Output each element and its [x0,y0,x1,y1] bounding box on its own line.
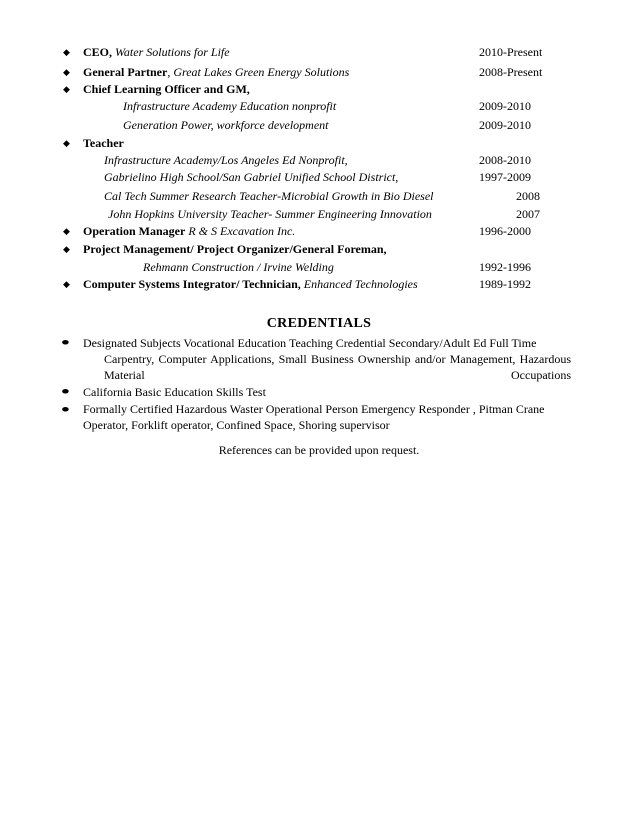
experience-item [0,80,638,98]
organization: , Great Lakes Green Energy Solutions [167,65,350,79]
section-heading-credentials: CREDENTIALS [266,316,372,331]
date-range: 2007 [516,207,540,221]
date-range: 2009-2010 [479,118,531,132]
organization: Gabrielino High School/San Gabriel Unified School District, [104,170,399,184]
diamond-bullet-icon: ◆ [63,47,70,57]
experience-item [0,275,638,293]
diamond-bullet-icon: ◆ [63,226,70,236]
references-note: References can be provided upon request. [218,443,420,457]
organization: Generation Power, workforce development [123,118,329,132]
date-range: 1989-1992 [479,277,531,291]
role: Chief Learning Officer and GM, [83,82,250,96]
date-range: 2008 [516,189,540,203]
experience-subitem [0,258,638,276]
disc-bullet-icon: ⬬ [62,387,69,396]
diamond-bullet-icon: ◆ [63,67,70,77]
diamond-bullet-icon: ◆ [63,138,70,148]
organization: Infrastructure Academy Education nonprofit [123,99,337,113]
disc-bullet-icon: ⬬ [62,405,69,414]
credential-item: Formally Certified Hazardous Waster Operational Person Emergency Responder , Pitman Crane Operator, Forklift operator, Confined Space, Shoring supervisor [83,402,545,432]
role: Teacher [83,136,124,150]
credential-item-continued: Carpentry, Computer Applications, Small Business Ownership and/or Management, Hazardous Material Occupations [104,352,571,382]
diamond-bullet-icon: ◆ [63,279,70,289]
date-range: 1992-1996 [479,260,531,274]
experience-subitem [0,168,638,186]
experience-subitem [0,187,638,205]
date-range: 1996-2000 [479,224,531,238]
organization: Rehmann Construction / Irvine Welding [143,260,334,274]
experience-item [0,134,638,152]
date-range: 1997-2009 [479,170,531,184]
experience-item [0,240,638,258]
disc-bullet-icon: ⬬ [62,338,69,347]
date-range: 2010-Present [479,45,543,59]
role: CEO, [83,45,113,59]
organization: Water Solutions for Life [112,45,230,59]
experience-item [0,222,638,240]
role: Operation Manager [83,224,186,238]
experience-item [0,63,638,81]
experience-subitem [0,97,638,115]
organization: R & S Excavation Inc. [185,224,296,238]
experience-subitem [0,116,638,134]
date-range: 2009-2010 [479,99,531,113]
role: Project Management/ Project Organizer/General Foreman, [83,242,387,256]
experience-item [0,43,638,61]
organization: Infrastructure Academy/Los Angeles Ed Nonprofit, [104,153,348,167]
experience-subitem [0,151,638,169]
date-range: 2008-Present [479,65,543,79]
organization: Enhanced Technologies [300,277,418,291]
diamond-bullet-icon: ◆ [63,244,70,254]
role: Computer Systems Integrator/ Technician, [83,277,301,291]
credential-item: Designated Subjects Vocational Education Teaching Credential Secondary/Adult Ed Full Time [83,336,537,350]
credential-item: California Basic Education Skills Test [83,385,266,399]
experience-subitem [0,205,638,223]
diamond-bullet-icon: ◆ [63,84,70,94]
date-range: 2008-2010 [479,153,531,167]
organization: Cal Tech Summer Research Teacher-Microbial Growth in Bio Diesel [104,189,434,203]
organization: John Hopkins University Teacher- Summer Engineering Innovation [108,207,432,221]
role: General Partner [83,65,168,79]
